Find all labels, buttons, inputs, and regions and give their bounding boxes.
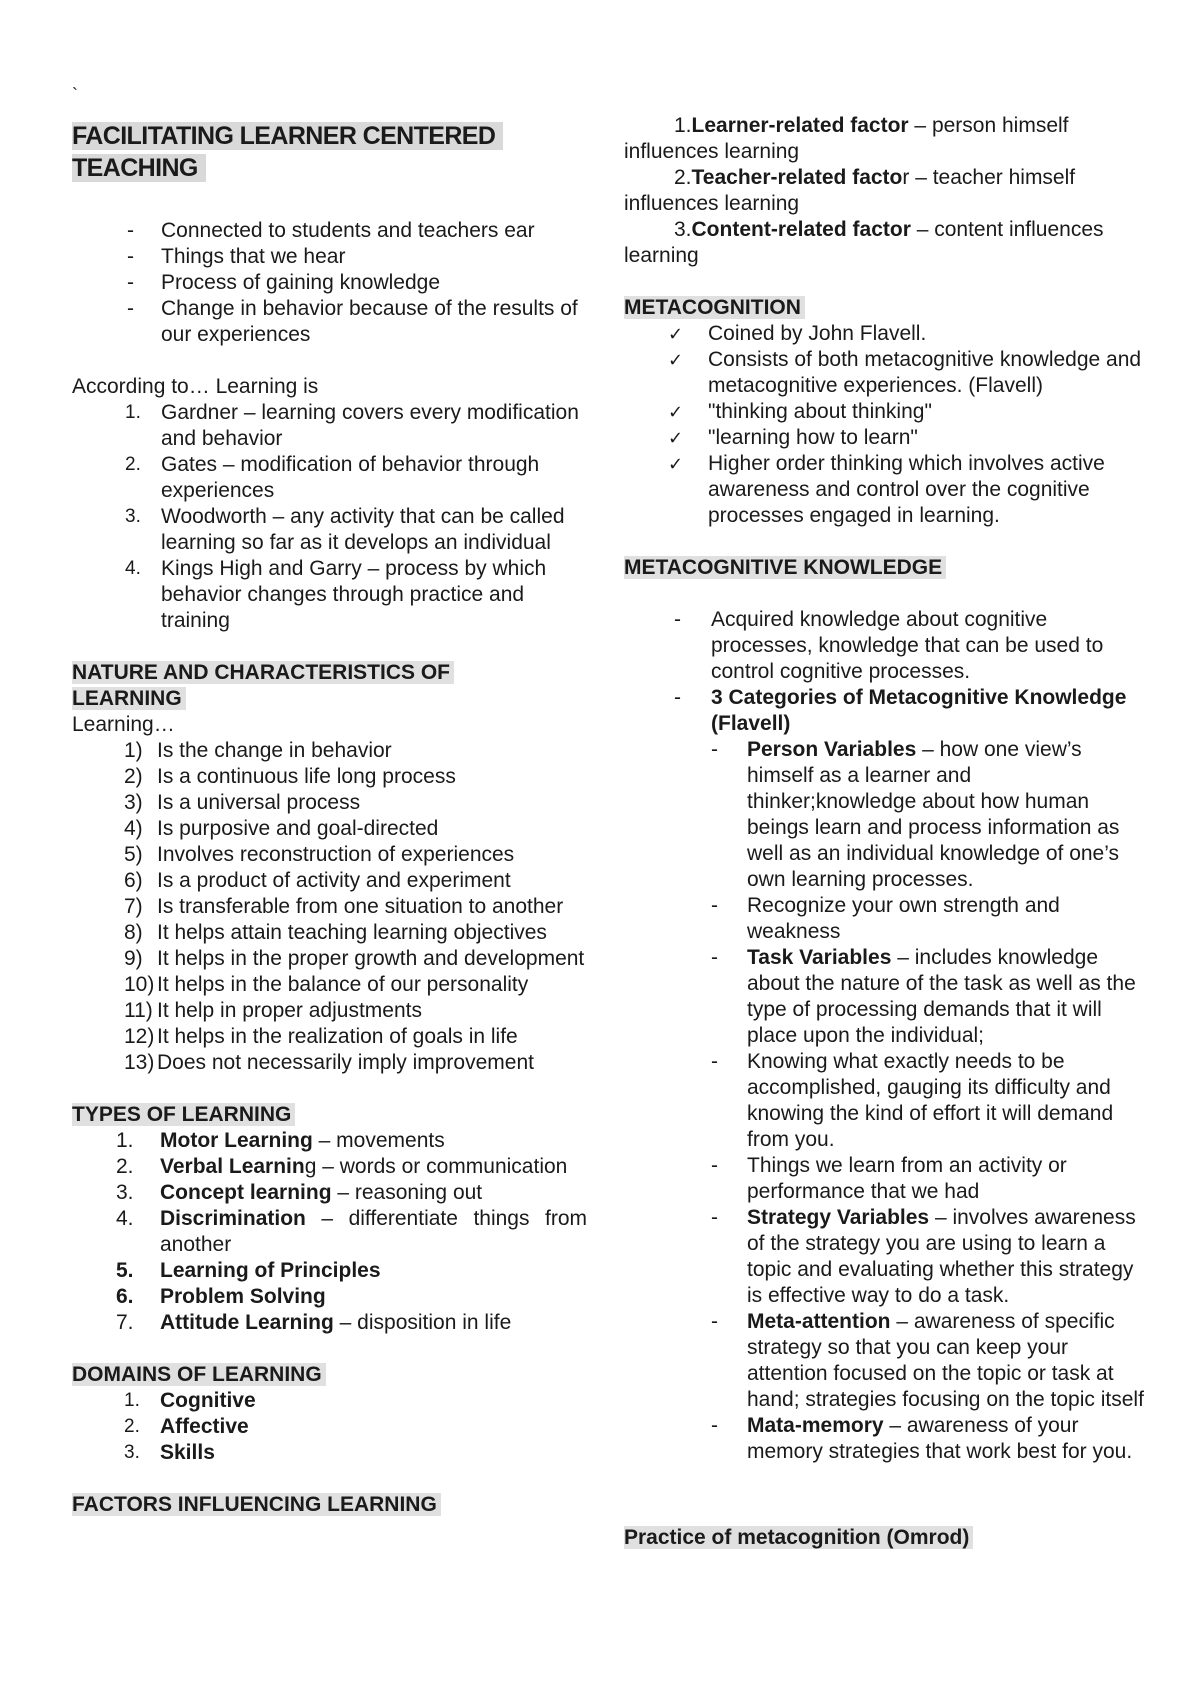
list-item: ✓ "learning how to learn" (668, 426, 918, 449)
section-heading: METACOGNITIVE KNOWLEDGE (624, 556, 946, 579)
checkmark-icon: ✓ (668, 428, 684, 448)
types-list (72, 1128, 587, 1336)
list-item: ✓ Higher order thinking which involves active awareness and control over the cognitive processes engaged in learning. (668, 452, 1105, 527)
list-item: 7. Attitude Learning – disposition in life (116, 1311, 512, 1334)
left-column (72, 0, 587, 1518)
nature-list (72, 738, 587, 1076)
list-item: 1.Learner-related factor – person himself influences learning (624, 114, 1069, 163)
domains-heading-block (72, 1362, 492, 1388)
list-item: - Process of gaining knowledge (127, 271, 441, 294)
checkmark-icon: ✓ (668, 454, 684, 474)
list-item: 10) It helps in the balance of our personality (124, 973, 529, 996)
list-item: - 3 Categories of Metacognitive Knowledge (Flavell) (674, 686, 1127, 735)
list-item: 7) Is transferable from one situation to another (124, 895, 564, 918)
metacognition-list (624, 321, 1144, 529)
section-heading: FACTORS INFLUENCING LEARNING (72, 1493, 441, 1516)
list-item: 2. Gates – modification of behavior through experiences (125, 453, 540, 502)
list-item: 5) Involves reconstruction of experiences (124, 843, 515, 866)
section-heading: METACOGNITION (624, 296, 805, 319)
list-item: 4. Discrimination – differentiate things from another (116, 1207, 587, 1256)
section-heading: Practice of metacognition (Omrod) (624, 1526, 973, 1549)
list-item: 2. Affective (124, 1415, 249, 1438)
document-title: FACILITATING LEARNER CENTERED TEACHING (72, 122, 503, 182)
section-heading: TYPES OF LEARNING (72, 1103, 295, 1126)
according-list (72, 400, 587, 634)
list-item: - Connected to students and teachers ear (127, 219, 535, 242)
list-item: - Mata-memory – awareness of your memory strategies that work best for you. (711, 1414, 1133, 1463)
list-item: - Acquired knowledge about cognitive processes, knowledge that can be used to control cognitive processes. (674, 608, 1104, 683)
metacognition-heading-block (624, 295, 1044, 321)
list-item: 5. Learning of Principles (116, 1259, 381, 1282)
list-item: - Things we learn from an activity or performance that we had (711, 1154, 1067, 1203)
list-item: 2. Verbal Learning – words or communication (116, 1155, 568, 1178)
domains-list (72, 1388, 587, 1466)
list-item: - Meta-attention – awareness of specific strategy so that you can keep your attention focused on the topic or task at hand; strategies focusing on the topic itself (711, 1310, 1144, 1411)
list-item: 3. Concept learning – reasoning out (116, 1181, 483, 1204)
list-item: - Recognize your own strength and weakness (711, 894, 1060, 943)
nature-lead: Learning… (72, 713, 175, 736)
checkmark-icon: ✓ (668, 324, 684, 344)
list-item: 1. Cognitive (124, 1389, 256, 1412)
list-item: ✓ "thinking about thinking" (668, 400, 932, 423)
checkmark-icon: ✓ (668, 402, 684, 422)
list-item: 6. Problem Solving (116, 1285, 326, 1308)
list-item: 1. Motor Learning – movements (116, 1129, 445, 1152)
categories-sublist (624, 737, 1144, 1465)
list-item: - Person Variables – how one view’s himself as a learner and thinker;knowledge about how human beings learn and process information as well as an individual knowledge of one’s own learning processes. (711, 738, 1120, 891)
list-item: 2) Is a continuous life long process (124, 765, 456, 788)
list-item: 11) It help in proper adjustments (124, 999, 422, 1022)
list-item: - Task Variables – includes knowledge about the nature of the task as well as the type of processing demands that it will place upon the individual; (711, 946, 1136, 1047)
meta-knowledge-heading-block (624, 555, 1044, 581)
nature-heading-block (72, 660, 482, 712)
list-item: 1) Is the change in behavior (124, 739, 392, 762)
list-item: 12) It helps in the realization of goals in life (124, 1025, 518, 1048)
list-item: 1. Gardner – learning covers every modification and behavior (125, 401, 579, 450)
list-item: ✓ Coined by John Flavell. (668, 322, 927, 345)
list-item: - Strategy Variables – involves awareness of the strategy you are using to learn a topic and evaluating whether this strategy is effective way to do a task. (711, 1206, 1136, 1307)
list-item: 8) It helps attain teaching learning objectives (124, 921, 547, 944)
list-item: - Change in behavior because of the results of our experiences (127, 297, 578, 346)
intro-list (72, 218, 587, 348)
list-item: - Things that we hear (127, 245, 346, 268)
list-item: 4) Is purposive and goal-directed (124, 817, 439, 840)
meta-knowledge-list (624, 607, 1144, 737)
factors-heading-block (72, 1492, 492, 1518)
list-item: 13) Does not necessarily imply improvement (124, 1051, 534, 1074)
list-item: - Knowing what exactly needs to be accomplished, gauging its difficulty and knowing the kind of effort it will demand from you. (711, 1050, 1114, 1151)
list-item: 3) Is a universal process (124, 791, 361, 814)
factors-list (624, 113, 1104, 269)
according-lead: According to… Learning is (72, 375, 319, 398)
list-item: ✓ Consists of both metacognitive knowledge and metacognitive experiences. (Flavell) (668, 348, 1142, 397)
section-heading: DOMAINS OF LEARNING (72, 1363, 326, 1386)
list-item: 3. Skills (124, 1441, 215, 1464)
checkmark-icon: ✓ (668, 350, 684, 370)
list-item: 9) It helps in the proper growth and development (124, 947, 585, 970)
list-item: 3. Woodworth – any activity that can be called learning so far as it develops an individual (125, 505, 565, 554)
title-block (72, 120, 542, 184)
list-item: 2.Teacher-related factor – teacher himself influences learning (624, 166, 1076, 215)
list-item: 3.Content-related factor – content influences learning (624, 218, 1104, 267)
list-item: 4. Kings High and Garry – process by which behavior changes through practice and training (125, 557, 547, 632)
right-column (624, 0, 1144, 1551)
section-heading: NATURE AND CHARACTERISTICS OF LEARNING (72, 661, 454, 710)
practice-heading-block (624, 1525, 1044, 1551)
list-item: 6) Is a product of activity and experiment (124, 869, 511, 892)
page-mark: ` (72, 85, 78, 105)
types-heading-block (72, 1102, 492, 1128)
